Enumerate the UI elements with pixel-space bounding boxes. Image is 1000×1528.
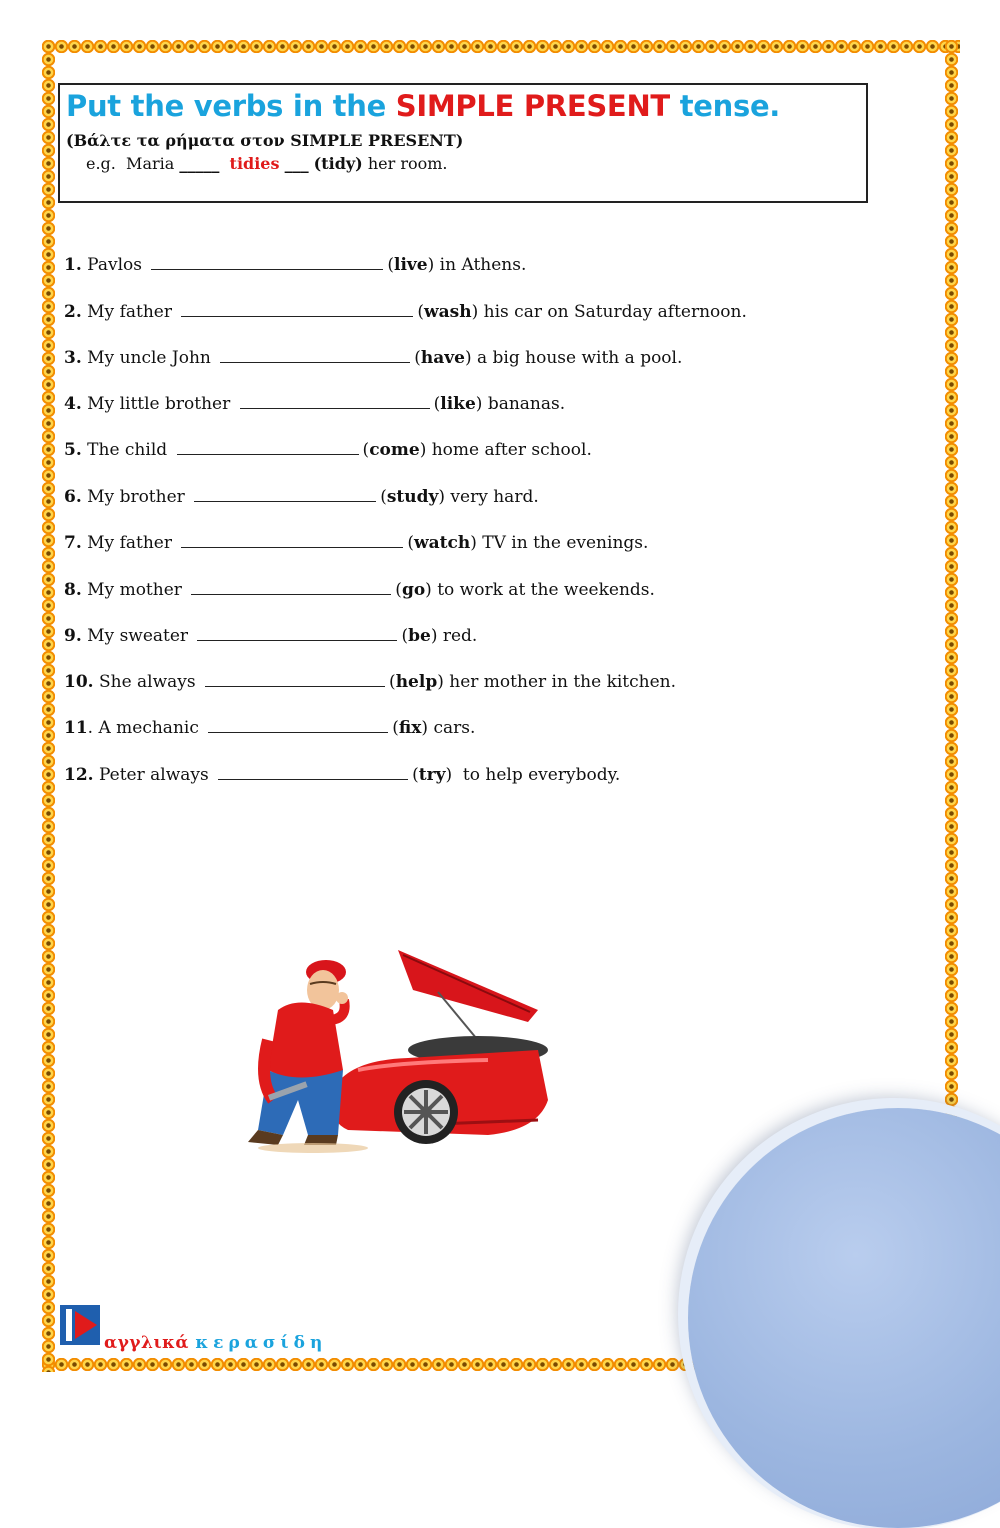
exercise-rest: a big house with a pool. xyxy=(471,348,683,368)
exercise-verb: live xyxy=(394,255,428,275)
exercise-rest: cars. xyxy=(428,718,476,738)
exercise-number: 7. xyxy=(64,533,82,553)
example-blank-right: ___ xyxy=(284,154,309,173)
subtitle: (Βάλτε τα ρήματα στον SIMPLE PRESENT) xyxy=(66,131,464,150)
exercise-subject: . A mechanic xyxy=(87,718,205,738)
example-sentence xyxy=(86,154,448,173)
exercise-number: 12. xyxy=(64,765,94,785)
exercise-subject: My mother xyxy=(81,580,188,600)
decorative-border-left xyxy=(42,40,56,1372)
answer-blank[interactable] xyxy=(191,580,391,595)
exercise-rest: red. xyxy=(437,626,478,646)
exercise-item: 5. The child (come) home after school. xyxy=(64,440,592,460)
answer-blank[interactable] xyxy=(181,533,403,548)
exercise-rest: home after school. xyxy=(426,440,592,460)
exercise-rest: to work at the weekends. xyxy=(431,580,655,600)
exercise-verb: be xyxy=(408,626,431,646)
exercise-verb: go xyxy=(401,580,426,600)
decorative-blue-circle xyxy=(688,1108,1000,1528)
exercise-verb: try xyxy=(418,765,446,785)
exercise-item: 6. My brother (study) very hard. xyxy=(64,487,539,507)
car-hood xyxy=(398,950,538,1022)
exercise-item: 2. My father (wash) his car on Saturday afternoon. xyxy=(64,302,747,322)
exercise-subject: Pavlos xyxy=(81,255,148,275)
instructions-box xyxy=(58,83,868,203)
answer-blank[interactable] xyxy=(208,718,388,733)
exercise-item: 12. Peter always (try) to help everybody. xyxy=(64,765,621,785)
exercise-rest: in Athens. xyxy=(434,255,527,275)
exercise-item: 7. My father (watch) TV in the evenings. xyxy=(64,533,649,553)
answer-blank[interactable] xyxy=(240,394,430,409)
example-prefix: e.g. Maria xyxy=(86,154,180,173)
exercise-number: 1. xyxy=(64,255,82,275)
exercise-number: 9. xyxy=(64,626,82,646)
title-prefix: Put the verbs in the xyxy=(66,89,396,123)
exercise-verb: study xyxy=(386,487,439,507)
exercise-item: 4. My little brother (like) bananas. xyxy=(64,394,566,414)
exercise-verb: fix xyxy=(398,718,422,738)
answer-blank[interactable] xyxy=(194,487,376,502)
exercise-subject: She always xyxy=(93,672,202,692)
mechanic-figure xyxy=(248,960,348,1145)
publisher-name-part-a: αγγλικά xyxy=(104,1333,189,1353)
example-blank-left: _____ xyxy=(179,154,220,173)
exercise-item: 8. My mother (go) to work at the weekends. xyxy=(64,580,655,600)
mechanic-car-illustration xyxy=(238,950,558,1155)
page-title xyxy=(66,89,780,123)
decorative-border-top xyxy=(42,40,960,54)
exercise-number: 10. xyxy=(64,672,94,692)
publisher-logo xyxy=(60,1305,100,1345)
exercise-verb: like xyxy=(440,394,476,414)
exercise-number: 5. xyxy=(64,440,82,460)
example-verb: (tidy) xyxy=(313,154,363,173)
exercise-subject: My uncle John xyxy=(81,348,217,368)
exercise-item: 10. She always (help) her mother in the kitchen. xyxy=(64,672,677,692)
answer-blank[interactable] xyxy=(177,440,359,455)
example-suffix: her room. xyxy=(362,154,448,173)
exercise-item: 9. My sweater (be) red. xyxy=(64,626,478,646)
exercise-verb: watch xyxy=(414,533,471,553)
exercise-verb: wash xyxy=(424,302,472,322)
exercise-number: 4. xyxy=(64,394,82,414)
exercise-number: 2. xyxy=(64,302,82,322)
exercise-verb: have xyxy=(420,348,465,368)
answer-blank[interactable] xyxy=(151,255,383,270)
exercise-number: 6. xyxy=(64,487,82,507)
exercise-rest: TV in the evenings. xyxy=(476,533,649,553)
publisher-name xyxy=(104,1333,327,1353)
exercise-subject: My brother xyxy=(81,487,191,507)
exercise-item: 1. Pavlos (live) in Athens. xyxy=(64,255,527,275)
exercise-item: 3. My uncle John (have) a big house with a pool. xyxy=(64,348,683,368)
exercise-verb: help xyxy=(395,672,438,692)
exercise-number: 11 xyxy=(64,718,88,738)
exercise-number: 8. xyxy=(64,580,82,600)
title-suffix: tense. xyxy=(669,89,781,123)
exercise-rest: his car on Saturday afternoon. xyxy=(478,302,747,322)
exercise-verb: come xyxy=(369,440,420,460)
exercise-subject: Peter always xyxy=(93,765,215,785)
exercise-subject: The child xyxy=(81,440,173,460)
exercise-subject: My father xyxy=(81,302,178,322)
exercise-rest: bananas. xyxy=(482,394,566,414)
exercise-rest: to help everybody. xyxy=(452,765,621,785)
publisher-name-part-b: κερασίδη xyxy=(195,1333,328,1353)
exercise-subject: My father xyxy=(81,533,178,553)
answer-blank[interactable] xyxy=(205,672,385,687)
answer-blank[interactable] xyxy=(181,302,413,317)
exercise-rest: her mother in the kitchen. xyxy=(443,672,677,692)
exercise-number: 3. xyxy=(64,348,82,368)
exercise-rest: very hard. xyxy=(445,487,539,507)
exercise-item: 11. A mechanic (fix) cars. xyxy=(64,718,476,738)
exercise-subject: My little brother xyxy=(81,394,236,414)
exercise-subject: My sweater xyxy=(81,626,194,646)
answer-blank[interactable] xyxy=(218,765,408,780)
example-answer: tidies xyxy=(229,154,280,173)
title-highlight: SIMPLE PRESENT xyxy=(395,89,670,123)
answer-blank[interactable] xyxy=(220,348,410,363)
answer-blank[interactable] xyxy=(197,626,397,641)
